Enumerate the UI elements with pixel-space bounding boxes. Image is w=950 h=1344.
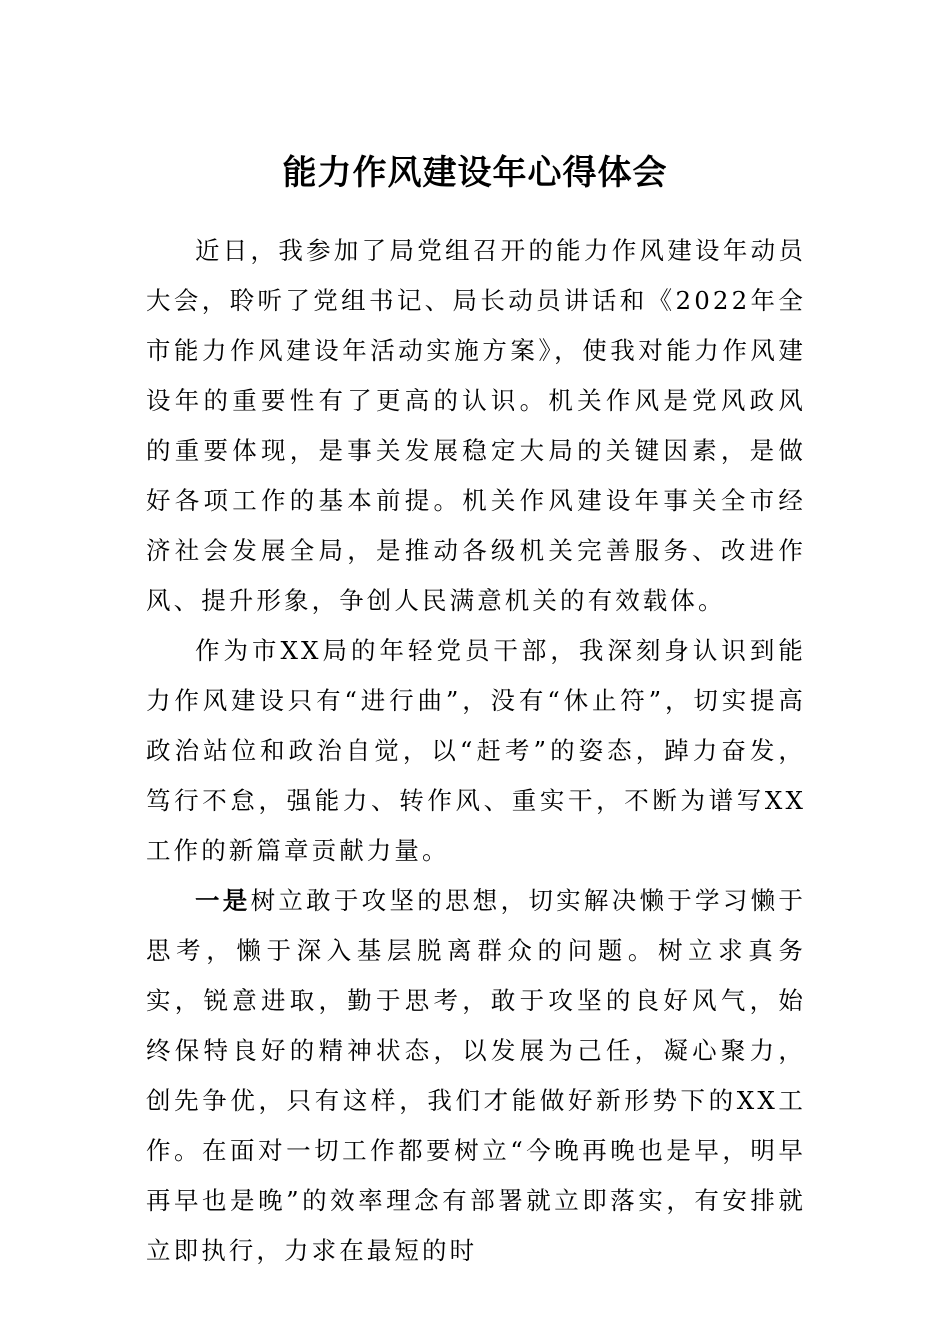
paragraph-text: 作为市XX局的年轻党员干部，我深刻身认识到能力作风建设只有“进行曲”，没有“休止符”，切实提高政治站位和政治自觉，以“赶考”的姿态，踔力奋发，笃行不怠，强能力、转作风、重实干，不断为谱写XX工作的新篇章贡献力量。 — [146, 636, 806, 865]
paragraph-text: 近日，我参加了局党组召开的能力作风建设年动员大会，聆听了党组书记、局长动员讲话和《2022年全市能力作风建设年活动实施方案》，使我对能力作风建设年的重要性有了更高的认识。机关作风是党风政风的重要体现，是事关发展稳定大局的关键因素，是做好各项工作的基本前提。机关作风建设年事关全市经济社会发展全局，是推动各级机关完善服务、改进作风、提升形象，争创人民满意机关的有效载体。 — [146, 236, 806, 615]
paragraph — [146, 876, 806, 1276]
document-body — [146, 226, 806, 1276]
paragraph-text: 树立敢于攻坚的思想，切实解决懒于学习懒于思考，懒于深入基层脱离群众的问题。树立求真务实，锐意进取，勤于思考，敢于攻坚的良好风气，始终保特良好的精神状态，以发展为己任，凝心聚力，创先争优，只有这样，我们才能做好新形势下的XX工作。在面对一切工作都要树立“今晚再晚也是早，明早再早也是晚”的效率理念有部署就立即落实，有安排就立即执行，力求在最短的时 — [146, 886, 806, 1265]
paragraph — [146, 226, 806, 626]
document-title: 能力作风建设年心得体会 — [282, 153, 668, 193]
paragraph — [146, 626, 806, 876]
paragraph-lead: 一是 — [195, 886, 251, 915]
